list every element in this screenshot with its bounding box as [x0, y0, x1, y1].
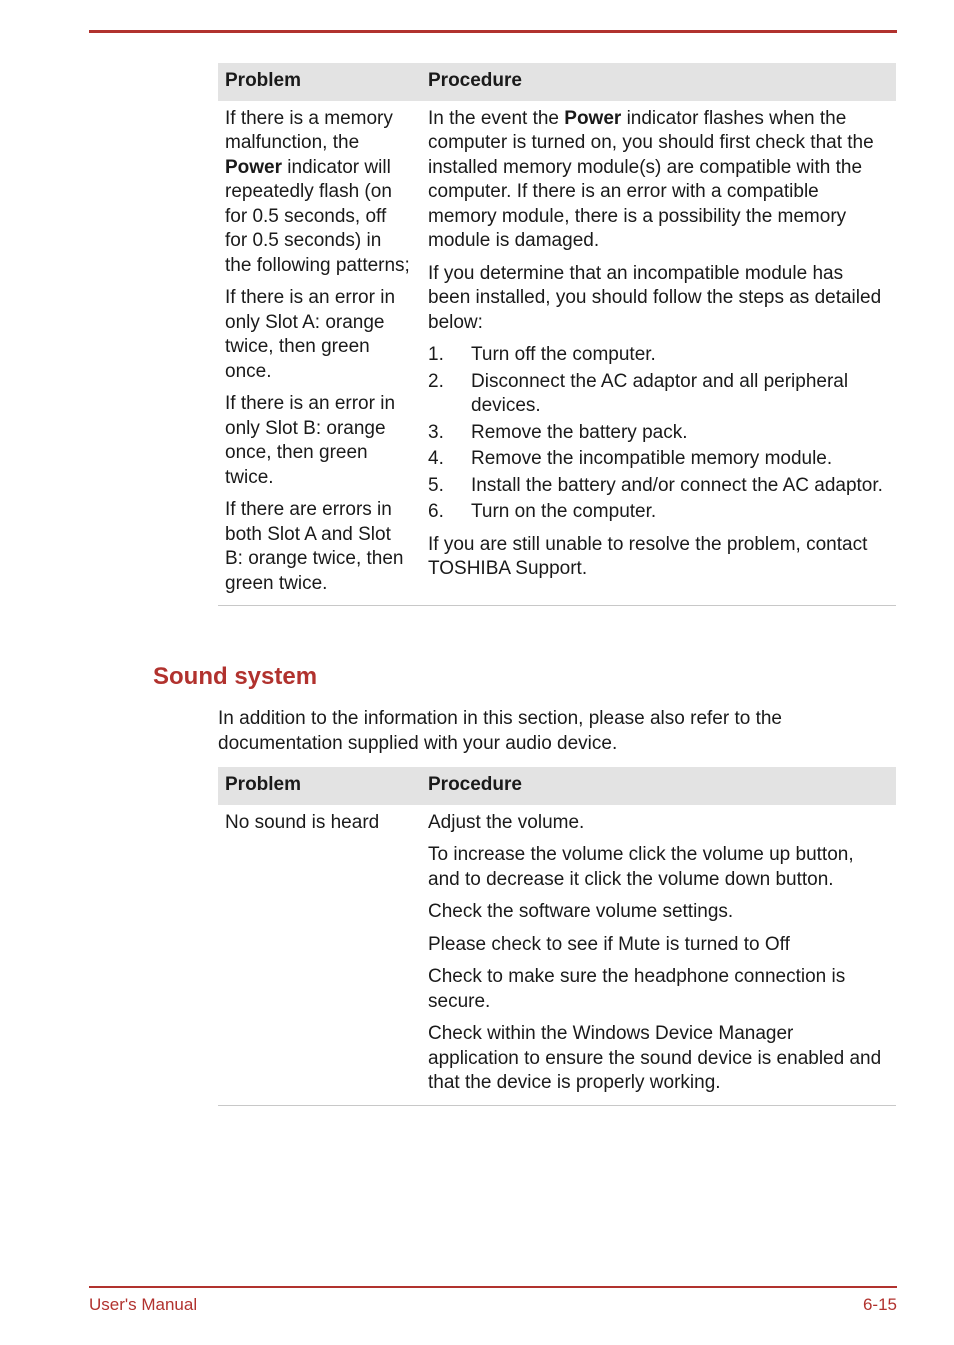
procedure-intro [428, 107, 886, 254]
footer-rule [89, 1286, 897, 1288]
step-text: Install the battery and/or connect the AC adaptor. [471, 474, 883, 496]
text-span: In the event the [428, 107, 565, 129]
step-number: 1. [428, 344, 444, 365]
memory-problem-table [218, 63, 896, 606]
procedure-step: To increase the volume click the volume up button, and to decrease it click the volume down button. [428, 844, 854, 890]
problem-column-header: Problem [218, 767, 421, 805]
procedure-cell [421, 805, 896, 1106]
section-intro: In addition to the information in this section, please also refer to the documentation supplied with your audio device. [218, 708, 782, 754]
text-span: If there is a memory malfunction, the [225, 107, 393, 153]
step-number: 6. [428, 501, 444, 522]
procedure-step: Adjust the volume. [428, 811, 585, 833]
table-row [218, 101, 896, 606]
list-item [428, 370, 886, 419]
list-item [428, 343, 886, 368]
procedure-step: Check within the Windows Device Manager application to ensure the sound device is enabled and that the device is properly working. [428, 1023, 882, 1093]
text-span: indicator flashes when the computer is turned on, you should first check that the installed memory module(s) are compatible with the computer. If there is an error with a compatible memory module, there is a possibility the memory module is damaged. [428, 107, 874, 251]
step-text: Remove the incompatible memory module. [471, 448, 833, 469]
problem-cell: No sound is heard [218, 805, 421, 1106]
table-header-row [218, 63, 896, 101]
sound-problem-table [218, 767, 896, 1106]
section-title: Sound system [153, 663, 318, 690]
step-number: 5. [428, 474, 444, 496]
slot-a-pattern: If there is an error in only Slot A: orange twice, then green once. [225, 287, 396, 382]
step-text: Turn off the computer. [471, 344, 656, 365]
list-item [428, 500, 886, 525]
text-span: indicator will repeatedly flash (on for 0.5 seconds, off for 0.5 seconds) in the following patterns; [225, 156, 410, 276]
list-item [428, 474, 886, 499]
footer-manual-title: User's Manual [89, 1295, 198, 1314]
problem-column-header: Problem [218, 63, 421, 101]
procedure-steps-list [428, 343, 886, 525]
step-text: Disconnect the AC adaptor and all peripheral devices. [471, 370, 849, 416]
both-slots-pattern: If there are errors in both Slot A and Slot B: orange twice, then green twice. [225, 499, 404, 594]
step-number: 4. [428, 448, 444, 469]
procedure-step: Check the software volume settings. [428, 901, 734, 922]
procedure-steps-intro: If you determine that an incompatible module has been installed, you should follow the steps as detailed below: [428, 262, 882, 333]
procedure-column-header: Procedure [421, 767, 896, 805]
page-number: 6-15 [862, 1295, 897, 1314]
table-row [218, 805, 896, 1106]
procedure-step: Check to make sure the headphone connection is secure. [428, 966, 846, 1012]
procedure-cell [421, 101, 896, 606]
power-keyword: Power [564, 107, 622, 129]
step-number: 3. [428, 421, 444, 443]
table-header-row [218, 767, 896, 805]
step-text: Remove the battery pack. [471, 421, 688, 443]
step-number: 2. [428, 370, 444, 392]
list-item [428, 447, 886, 472]
list-item [428, 421, 886, 446]
header-rule [89, 30, 897, 33]
support-note: If you are still unable to resolve the problem, contact TOSHIBA Support. [428, 533, 868, 579]
power-keyword: Power [225, 156, 283, 178]
step-text: Turn on the computer. [471, 501, 657, 522]
procedure-step: Please check to see if Mute is turned to Off [428, 933, 790, 955]
problem-description [225, 107, 411, 279]
procedure-column-header: Procedure [421, 63, 896, 101]
slot-b-pattern: If there is an error in only Slot B: orange once, then green twice. [225, 393, 396, 488]
problem-cell [218, 101, 421, 606]
